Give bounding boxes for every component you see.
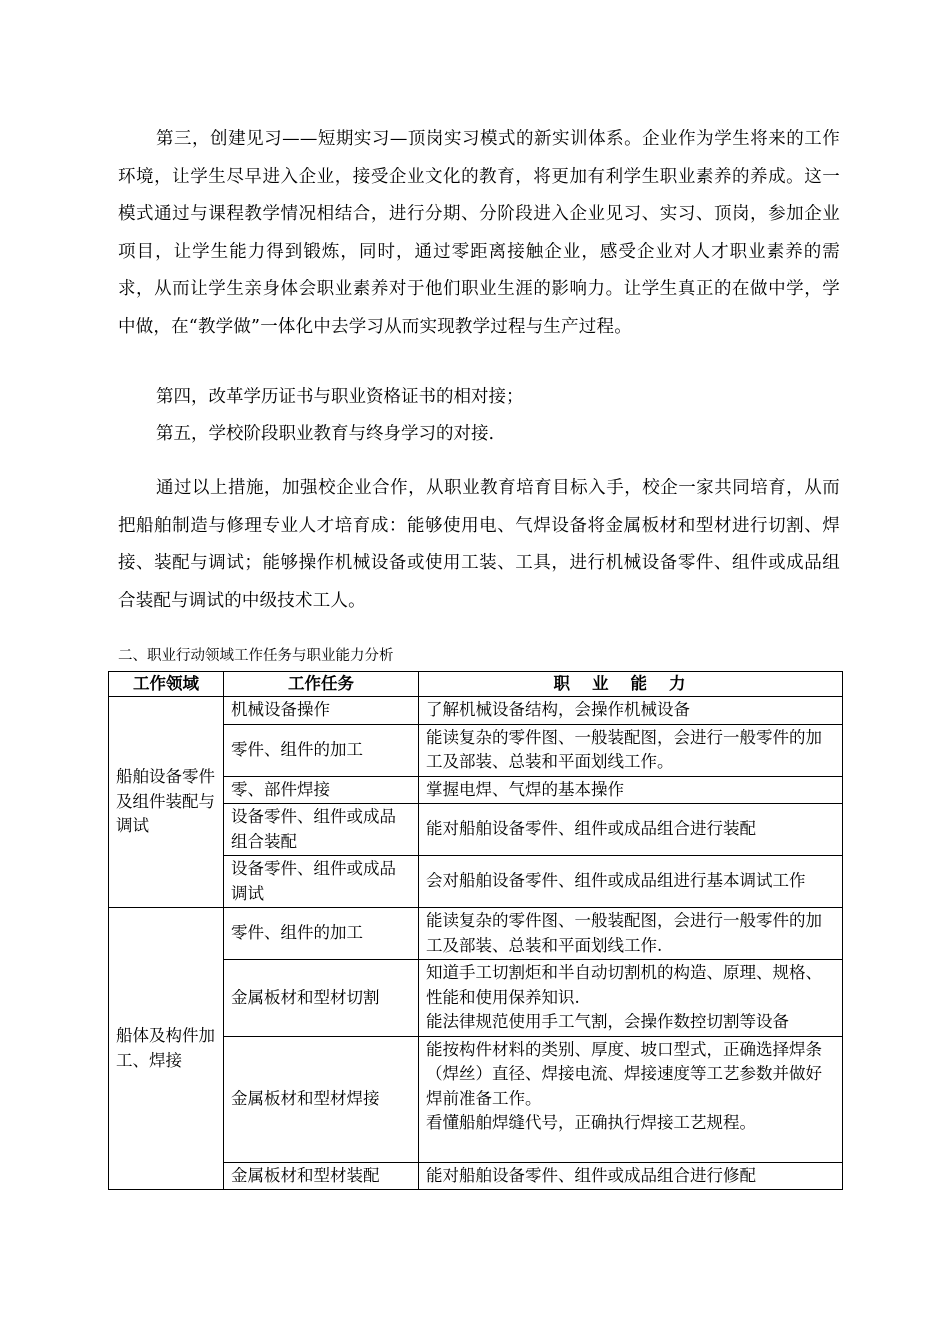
paragraph-fifth-measure: 第五，学校阶段职业教育与终身学习的对接. [156,424,495,444]
ability-cell: 掌握电焊、气焊的基本操作 [419,776,843,804]
paragraph-fourth-measure: 第四，改革学历证书与职业资格证书的相对接； [156,387,524,407]
ability-line: 能法律规范使用手工气割，会操作数控切割等设备 [426,1012,789,1031]
ability-line: 能按构件材料的类别、厚度、坡口型式，正确选择焊条（焊丝）直径、焊接电流、焊接速度等工艺参数并做好焊前准备工作。 [426,1039,822,1108]
task-cell: 零件、组件的加工 [224,908,419,960]
paragraph-third-measure: 第三，创建见习——短期实习—顶岗实习模式的新实训体系。企业作为学生将来的工作环境，让学生尽早进入企业，接受企业文化的教育，将更加有利学生职业素养的养成。这一模式通过与课程教学情况相结合，进行分期、分阶段进入企业见习、实习、顶岗，参加企业项目，让学生能力得到锻炼，同时，通过零距离接触企业，感受企业对人才职业素养的需求，从而让学生亲身体会职业素养对于他们职业生涯的影响力。让学生真正的在做中学，学中做，在“教学做”一体化中去学习从而实现教学过程与生产过程。 [118,129,840,337]
domain-cell: 船体及构件加工、焊接 [109,908,224,1190]
task-cell: 设备零件、组件或成品调试 [224,856,419,908]
header-professional-ability: 职业能力 [419,672,843,697]
task-cell: 金属板材和型材装配 [224,1162,419,1190]
ability-cell: 能读复杂的零件图、一般装配图，会进行一般零件的加工及部装、总装和平面划线工作. [419,908,843,960]
table-header-row [109,672,843,697]
task-cell: 零件、组件的加工 [224,724,419,776]
task-cell: 金属板材和型材焊接 [224,1036,419,1162]
table-row [109,697,843,725]
ability-cell: 能读复杂的零件图、一般装配图，会进行一般零件的加工及部装、总装和平面划线工作。 [419,724,843,776]
header-work-domain: 工作领域 [109,672,224,697]
paragraph-summary: 通过以上措施，加强校企业合作，从职业教育培育目标入手，校企一家共同培育，从而把船舶制造与修理专业人才培育成：能够使用电、气焊设备将金属板材和型材进行切割、焊接、装配与调试；能够操作机械设备或使用工装、工具，进行机械设备零件、组件或成品组合装配与调试的中级技术工人。 [118,478,840,611]
task-cell: 机械设备操作 [224,697,419,725]
ability-line: 看懂船舶焊缝代号，正确执行焊接工艺规程。 [426,1113,756,1132]
ability-cell: 了解机械设备结构，会操作机械设备 [419,697,843,725]
domain-cell: 船舶设备零件及组件装配与调试 [109,697,224,908]
table-caption: 二、职业行动领域工作任务与职业能力分析 [118,648,394,664]
task-cell: 设备零件、组件或成品组合装配 [224,804,419,856]
table-row [109,908,843,960]
task-cell: 零、部件焊接 [224,776,419,804]
competency-table [108,671,843,1190]
header-work-task: 工作任务 [224,672,419,697]
ability-line: 知道手工切割炬和半自动切割机的构造、原理、规格、性能和使用保养知识. [426,963,822,1007]
ability-cell: 能对船舶设备零件、组件或成品组合进行装配 [419,804,843,856]
task-cell: 金属板材和型材切割 [224,960,419,1037]
ability-cell: 能对船舶设备零件、组件或成品组合进行修配 [419,1162,843,1190]
ability-cell [419,1036,843,1162]
ability-cell: 会对船舶设备零件、组件或成品组进行基本调试工作 [419,856,843,908]
ability-cell [419,960,843,1037]
